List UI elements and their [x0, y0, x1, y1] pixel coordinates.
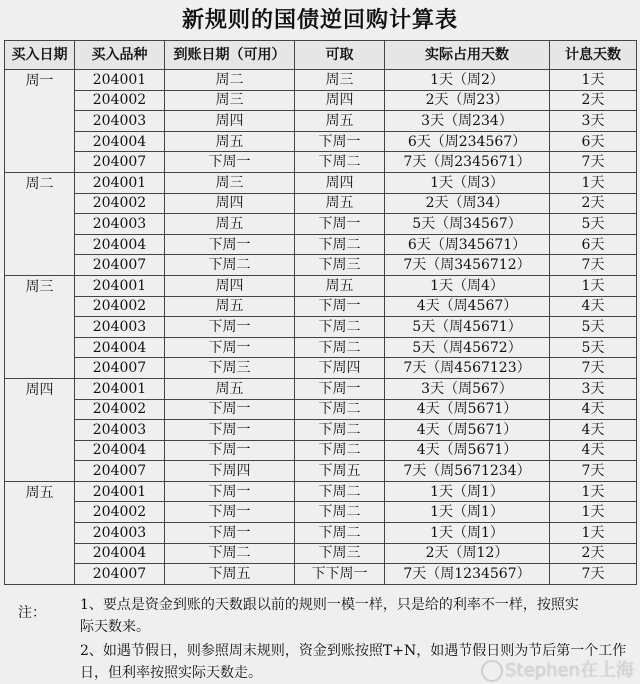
actual-days-cell: 1天（周2） — [385, 70, 550, 91]
actual-days-cell: 5天（周45671） — [385, 317, 550, 338]
notes-label: 注： — [18, 605, 46, 621]
interest-days-cell: 7天 — [550, 461, 637, 482]
product-cell: 204004 — [75, 131, 165, 152]
interest-days-cell: 1天 — [550, 481, 637, 502]
header-actual-days: 实际占用天数 — [385, 41, 550, 70]
actual-days-cell: 1天（周3） — [385, 172, 550, 193]
arrival-cell: 下周一 — [165, 317, 295, 338]
withdraw-cell: 下周二 — [295, 523, 385, 544]
withdraw-cell: 周五 — [295, 111, 385, 132]
arrival-cell: 下周一 — [165, 481, 295, 502]
actual-days-cell: 7天（周3456712） — [385, 255, 550, 276]
product-cell: 204004 — [75, 337, 165, 358]
product-cell: 204007 — [75, 358, 165, 379]
product-cell: 204003 — [75, 111, 165, 132]
interest-days-cell: 1天 — [550, 275, 637, 296]
actual-days-cell: 5天（周34567） — [385, 214, 550, 235]
table-row — [5, 461, 637, 482]
table-body — [5, 70, 637, 585]
interest-days-cell: 3天 — [550, 378, 637, 399]
table-row — [5, 152, 637, 173]
interest-days-cell: 7天 — [550, 255, 637, 276]
header-row — [5, 41, 637, 70]
interest-days-cell: 1天 — [550, 502, 637, 523]
table-row — [5, 111, 637, 132]
interest-days-cell: 1天 — [550, 172, 637, 193]
wechat-icon — [481, 660, 503, 682]
product-cell: 204002 — [75, 399, 165, 420]
withdraw-cell: 下周一 — [295, 131, 385, 152]
product-cell: 204002 — [75, 90, 165, 111]
actual-days-cell: 4天（周5671） — [385, 440, 550, 461]
buy-date-cell: 周二 — [5, 172, 75, 275]
interest-days-cell: 5天 — [550, 317, 637, 338]
interest-days-cell: 4天 — [550, 399, 637, 420]
interest-days-cell: 6天 — [550, 131, 637, 152]
arrival-cell: 下周一 — [165, 399, 295, 420]
table-row — [5, 131, 637, 152]
page-title: 新规则的国债逆回购计算表 — [181, 7, 458, 33]
actual-days-cell: 7天（周1234567） — [385, 564, 550, 585]
interest-days-cell: 2天 — [550, 543, 637, 564]
arrival-cell: 周三 — [165, 172, 295, 193]
buy-date-cell: 周一 — [5, 70, 75, 173]
watermark-text: Stephen在上海 — [505, 660, 634, 681]
product-cell: 204004 — [75, 440, 165, 461]
arrival-cell: 周五 — [165, 296, 295, 317]
note-2: 2、如遇节假日，则参照周末规则，资金到账按照T+N，如遇节假日则为节后第一个工作日，但利率按照实际天数走。 — [80, 643, 627, 681]
header-buy-date: 买入日期 — [5, 41, 75, 70]
product-cell: 204001 — [75, 275, 165, 296]
actual-days-cell: 2天（周23） — [385, 90, 550, 111]
actual-days-cell: 6天（周345671） — [385, 234, 550, 255]
table-row — [5, 543, 637, 564]
withdraw-cell: 下周一 — [295, 296, 385, 317]
note-1: 1、要点是资金到账的天数跟以前的规则一模一样，只是给的利率不一样，按照实际天数来。 — [80, 597, 579, 635]
product-cell: 204007 — [75, 564, 165, 585]
table-row — [5, 523, 637, 544]
product-cell: 204001 — [75, 70, 165, 91]
interest-days-cell: 5天 — [550, 337, 637, 358]
interest-days-cell: 7天 — [550, 358, 637, 379]
product-cell: 204007 — [75, 255, 165, 276]
table-row — [5, 420, 637, 441]
actual-days-cell: 1天（周4） — [385, 275, 550, 296]
withdraw-cell: 周四 — [295, 90, 385, 111]
actual-days-cell: 6天（周234567） — [385, 131, 550, 152]
actual-days-cell: 4天（周5671） — [385, 420, 550, 441]
arrival-cell: 下周五 — [165, 564, 295, 585]
table-row — [5, 399, 637, 420]
table-row — [5, 502, 637, 523]
arrival-cell: 下周二 — [165, 543, 295, 564]
header-interest-days: 计息天数 — [550, 41, 637, 70]
product-cell: 204001 — [75, 481, 165, 502]
arrival-cell: 下周一 — [165, 337, 295, 358]
withdraw-cell: 周三 — [295, 70, 385, 91]
watermark — [481, 656, 634, 682]
actual-days-cell: 7天（周2345671） — [385, 152, 550, 173]
arrival-cell: 下周二 — [165, 255, 295, 276]
actual-days-cell: 7天（周4567123） — [385, 358, 550, 379]
withdraw-cell: 下周三 — [295, 543, 385, 564]
product-cell: 204003 — [75, 317, 165, 338]
actual-days-cell: 3天（周234） — [385, 111, 550, 132]
interest-days-cell: 4天 — [550, 296, 637, 317]
table-row — [5, 214, 637, 235]
product-cell: 204004 — [75, 543, 165, 564]
product-cell: 204007 — [75, 152, 165, 173]
buy-date-cell: 周四 — [5, 378, 75, 481]
arrival-cell: 周五 — [165, 214, 295, 235]
withdraw-cell: 下周二 — [295, 337, 385, 358]
table-row — [5, 234, 637, 255]
withdraw-cell: 下周二 — [295, 399, 385, 420]
withdraw-cell: 下周二 — [295, 481, 385, 502]
header-product: 买入品种 — [75, 41, 165, 70]
withdraw-cell: 下周五 — [295, 461, 385, 482]
interest-days-cell: 2天 — [550, 90, 637, 111]
table-row — [5, 275, 637, 296]
arrival-cell: 下周三 — [165, 358, 295, 379]
table-row — [5, 193, 637, 214]
product-cell: 204003 — [75, 523, 165, 544]
arrival-cell: 下周一 — [165, 152, 295, 173]
withdraw-cell: 下周四 — [295, 358, 385, 379]
interest-days-cell: 1天 — [550, 523, 637, 544]
buy-date-cell: 周五 — [5, 481, 75, 584]
withdraw-cell: 下周一 — [295, 378, 385, 399]
arrival-cell: 周四 — [165, 193, 295, 214]
actual-days-cell: 2天（周34） — [385, 193, 550, 214]
actual-days-cell: 1天（周1） — [385, 502, 550, 523]
product-cell: 204002 — [75, 296, 165, 317]
withdraw-cell: 下周二 — [295, 440, 385, 461]
table-row — [5, 378, 637, 399]
withdraw-cell: 下周三 — [295, 255, 385, 276]
actual-days-cell: 2天（周12） — [385, 543, 550, 564]
product-cell: 204001 — [75, 378, 165, 399]
arrival-cell: 周三 — [165, 90, 295, 111]
withdraw-cell: 周五 — [295, 275, 385, 296]
arrival-cell: 下周一 — [165, 440, 295, 461]
arrival-cell: 下周一 — [165, 420, 295, 441]
product-cell: 204004 — [75, 234, 165, 255]
interest-days-cell: 5天 — [550, 214, 637, 235]
product-cell: 204001 — [75, 172, 165, 193]
arrival-cell: 周二 — [165, 70, 295, 91]
buy-date-cell: 周三 — [5, 275, 75, 378]
actual-days-cell: 1天（周1） — [385, 523, 550, 544]
interest-days-cell: 4天 — [550, 440, 637, 461]
actual-days-cell: 4天（周4567） — [385, 296, 550, 317]
table-row — [5, 481, 637, 502]
header-arrival-date: 到账日期（可用） — [165, 41, 295, 70]
arrival-cell: 下周一 — [165, 234, 295, 255]
table-row — [5, 358, 637, 379]
arrival-cell: 下周一 — [165, 502, 295, 523]
actual-days-cell: 3天（周567） — [385, 378, 550, 399]
arrival-cell: 下周一 — [165, 523, 295, 544]
arrival-cell: 周五 — [165, 378, 295, 399]
table-row — [5, 337, 637, 358]
withdraw-cell: 下周二 — [295, 420, 385, 441]
withdraw-cell: 下周二 — [295, 234, 385, 255]
table-row — [5, 296, 637, 317]
withdraw-cell: 下周一 — [295, 214, 385, 235]
interest-days-cell: 1天 — [550, 70, 637, 91]
header-withdraw: 可取 — [295, 41, 385, 70]
table-row — [5, 172, 637, 193]
product-cell: 204007 — [75, 461, 165, 482]
interest-days-cell: 4天 — [550, 420, 637, 441]
interest-days-cell: 7天 — [550, 564, 637, 585]
actual-days-cell: 7天（周5671234） — [385, 461, 550, 482]
repo-table — [4, 40, 637, 585]
withdraw-cell: 下下周一 — [295, 564, 385, 585]
arrival-cell: 周四 — [165, 275, 295, 296]
table-row — [5, 70, 637, 91]
product-cell: 204002 — [75, 502, 165, 523]
actual-days-cell: 1天（周1） — [385, 481, 550, 502]
table-row — [5, 440, 637, 461]
interest-days-cell: 2天 — [550, 193, 637, 214]
table-row — [5, 255, 637, 276]
arrival-cell: 周四 — [165, 111, 295, 132]
table-row — [5, 317, 637, 338]
arrival-cell: 周五 — [165, 131, 295, 152]
withdraw-cell: 下周二 — [295, 317, 385, 338]
product-cell: 204003 — [75, 420, 165, 441]
withdraw-cell: 周五 — [295, 193, 385, 214]
product-cell: 204003 — [75, 214, 165, 235]
arrival-cell: 下周四 — [165, 461, 295, 482]
interest-days-cell: 6天 — [550, 234, 637, 255]
interest-days-cell: 7天 — [550, 152, 637, 173]
table-row — [5, 90, 637, 111]
withdraw-cell: 下周二 — [295, 502, 385, 523]
interest-days-cell: 3天 — [550, 111, 637, 132]
actual-days-cell: 5天（周45672） — [385, 337, 550, 358]
actual-days-cell: 4天（周5671） — [385, 399, 550, 420]
product-cell: 204002 — [75, 193, 165, 214]
withdraw-cell: 周四 — [295, 172, 385, 193]
withdraw-cell: 下周二 — [295, 152, 385, 173]
